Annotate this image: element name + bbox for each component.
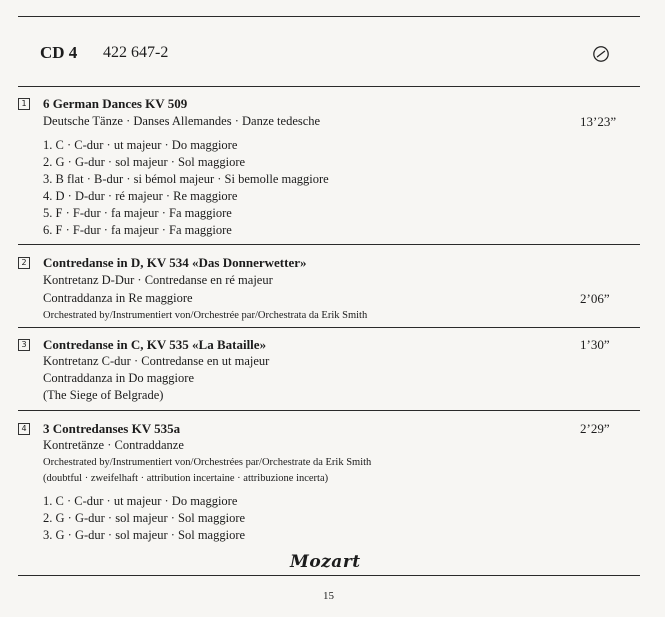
movement-item: 4. D · D-dur · ré majeur · Re maggiore xyxy=(43,189,238,203)
track-subtitle: Contraddanza in Re maggiore xyxy=(43,291,193,305)
movement-item: 1. C · C-dur · ut majeur · Do maggiore xyxy=(43,138,238,152)
track-credit: Orchestrated by/Instrumentiert von/Orchestrées par/Orchestrate da Erik Smith xyxy=(43,457,372,468)
movement-item: 5. F · F-dur · fa majeur · Fa maggiore xyxy=(43,206,232,220)
clock-icon xyxy=(592,45,610,63)
track-number-box: 4 xyxy=(18,423,30,435)
footer-rule xyxy=(18,575,640,576)
track-duration: 2’06” xyxy=(580,291,610,306)
track-subtitle: Kontretanz D-Dur · Contredanse en ré majeur xyxy=(43,273,273,287)
movement-item: 3. B flat · B-dur · si bémol majeur · Si bemolle maggiore xyxy=(43,172,329,186)
catalog-number: 422 647-2 xyxy=(103,44,169,61)
track-title: 6 German Dances KV 509 xyxy=(43,96,188,111)
track-number-box: 1 xyxy=(18,98,30,110)
track-subtitle: Kontretanz C-dur · Contredanse en ut majeur xyxy=(43,354,270,368)
section-rule xyxy=(18,327,640,328)
movement-item: 2. G · G-dur · sol majeur · Sol maggiore xyxy=(43,511,246,525)
cd-label: CD 4 xyxy=(40,43,78,62)
track-title: 3 Contredanses KV 535a xyxy=(43,421,181,436)
track-subtitle: Kontretänze · Contraddanze xyxy=(43,438,184,452)
track-subtitle: Deutsche Tänze · Danses Allemandes · Danze tedesche xyxy=(43,114,321,128)
movement-item: 2. G · G-dur · sol majeur · Sol maggiore xyxy=(43,155,246,169)
track-number-box: 2 xyxy=(18,257,30,269)
section-rule xyxy=(18,410,640,411)
track-duration: 2’29” xyxy=(580,421,610,436)
page-number: 15 xyxy=(323,590,334,602)
section-rule xyxy=(18,244,640,245)
track-duration: 1’30” xyxy=(580,337,610,352)
track-title: Contredanse in D, KV 534 «Das Donnerwetter» xyxy=(43,255,307,270)
top-rule xyxy=(18,16,640,17)
track-note: (doubtful · zweifelhaft · attribution incertaine · attribuzione incerta) xyxy=(43,473,329,484)
movement-item: 3. G · G-dur · sol majeur · Sol maggiore xyxy=(43,528,246,542)
mozart-logo: Mozart xyxy=(290,552,361,572)
track-number-box: 3 xyxy=(18,339,30,351)
track-credit: Orchestrated by/Instrumentiert von/Orchestrée par/Orchestrata da Erik Smith xyxy=(43,310,368,321)
track-title: Contredanse in C, KV 535 «La Bataille» xyxy=(43,337,267,352)
movement-item: 1. C · C-dur · ut majeur · Do maggiore xyxy=(43,494,238,508)
header-rule xyxy=(18,86,640,87)
movement-item: 6. F · F-dur · fa majeur · Fa maggiore xyxy=(43,223,232,237)
track-duration: 13’23” xyxy=(580,114,617,129)
track-subtitle: Contraddanza in Do maggiore xyxy=(43,371,194,385)
track-subtitle: (The Siege of Belgrade) xyxy=(43,388,164,402)
